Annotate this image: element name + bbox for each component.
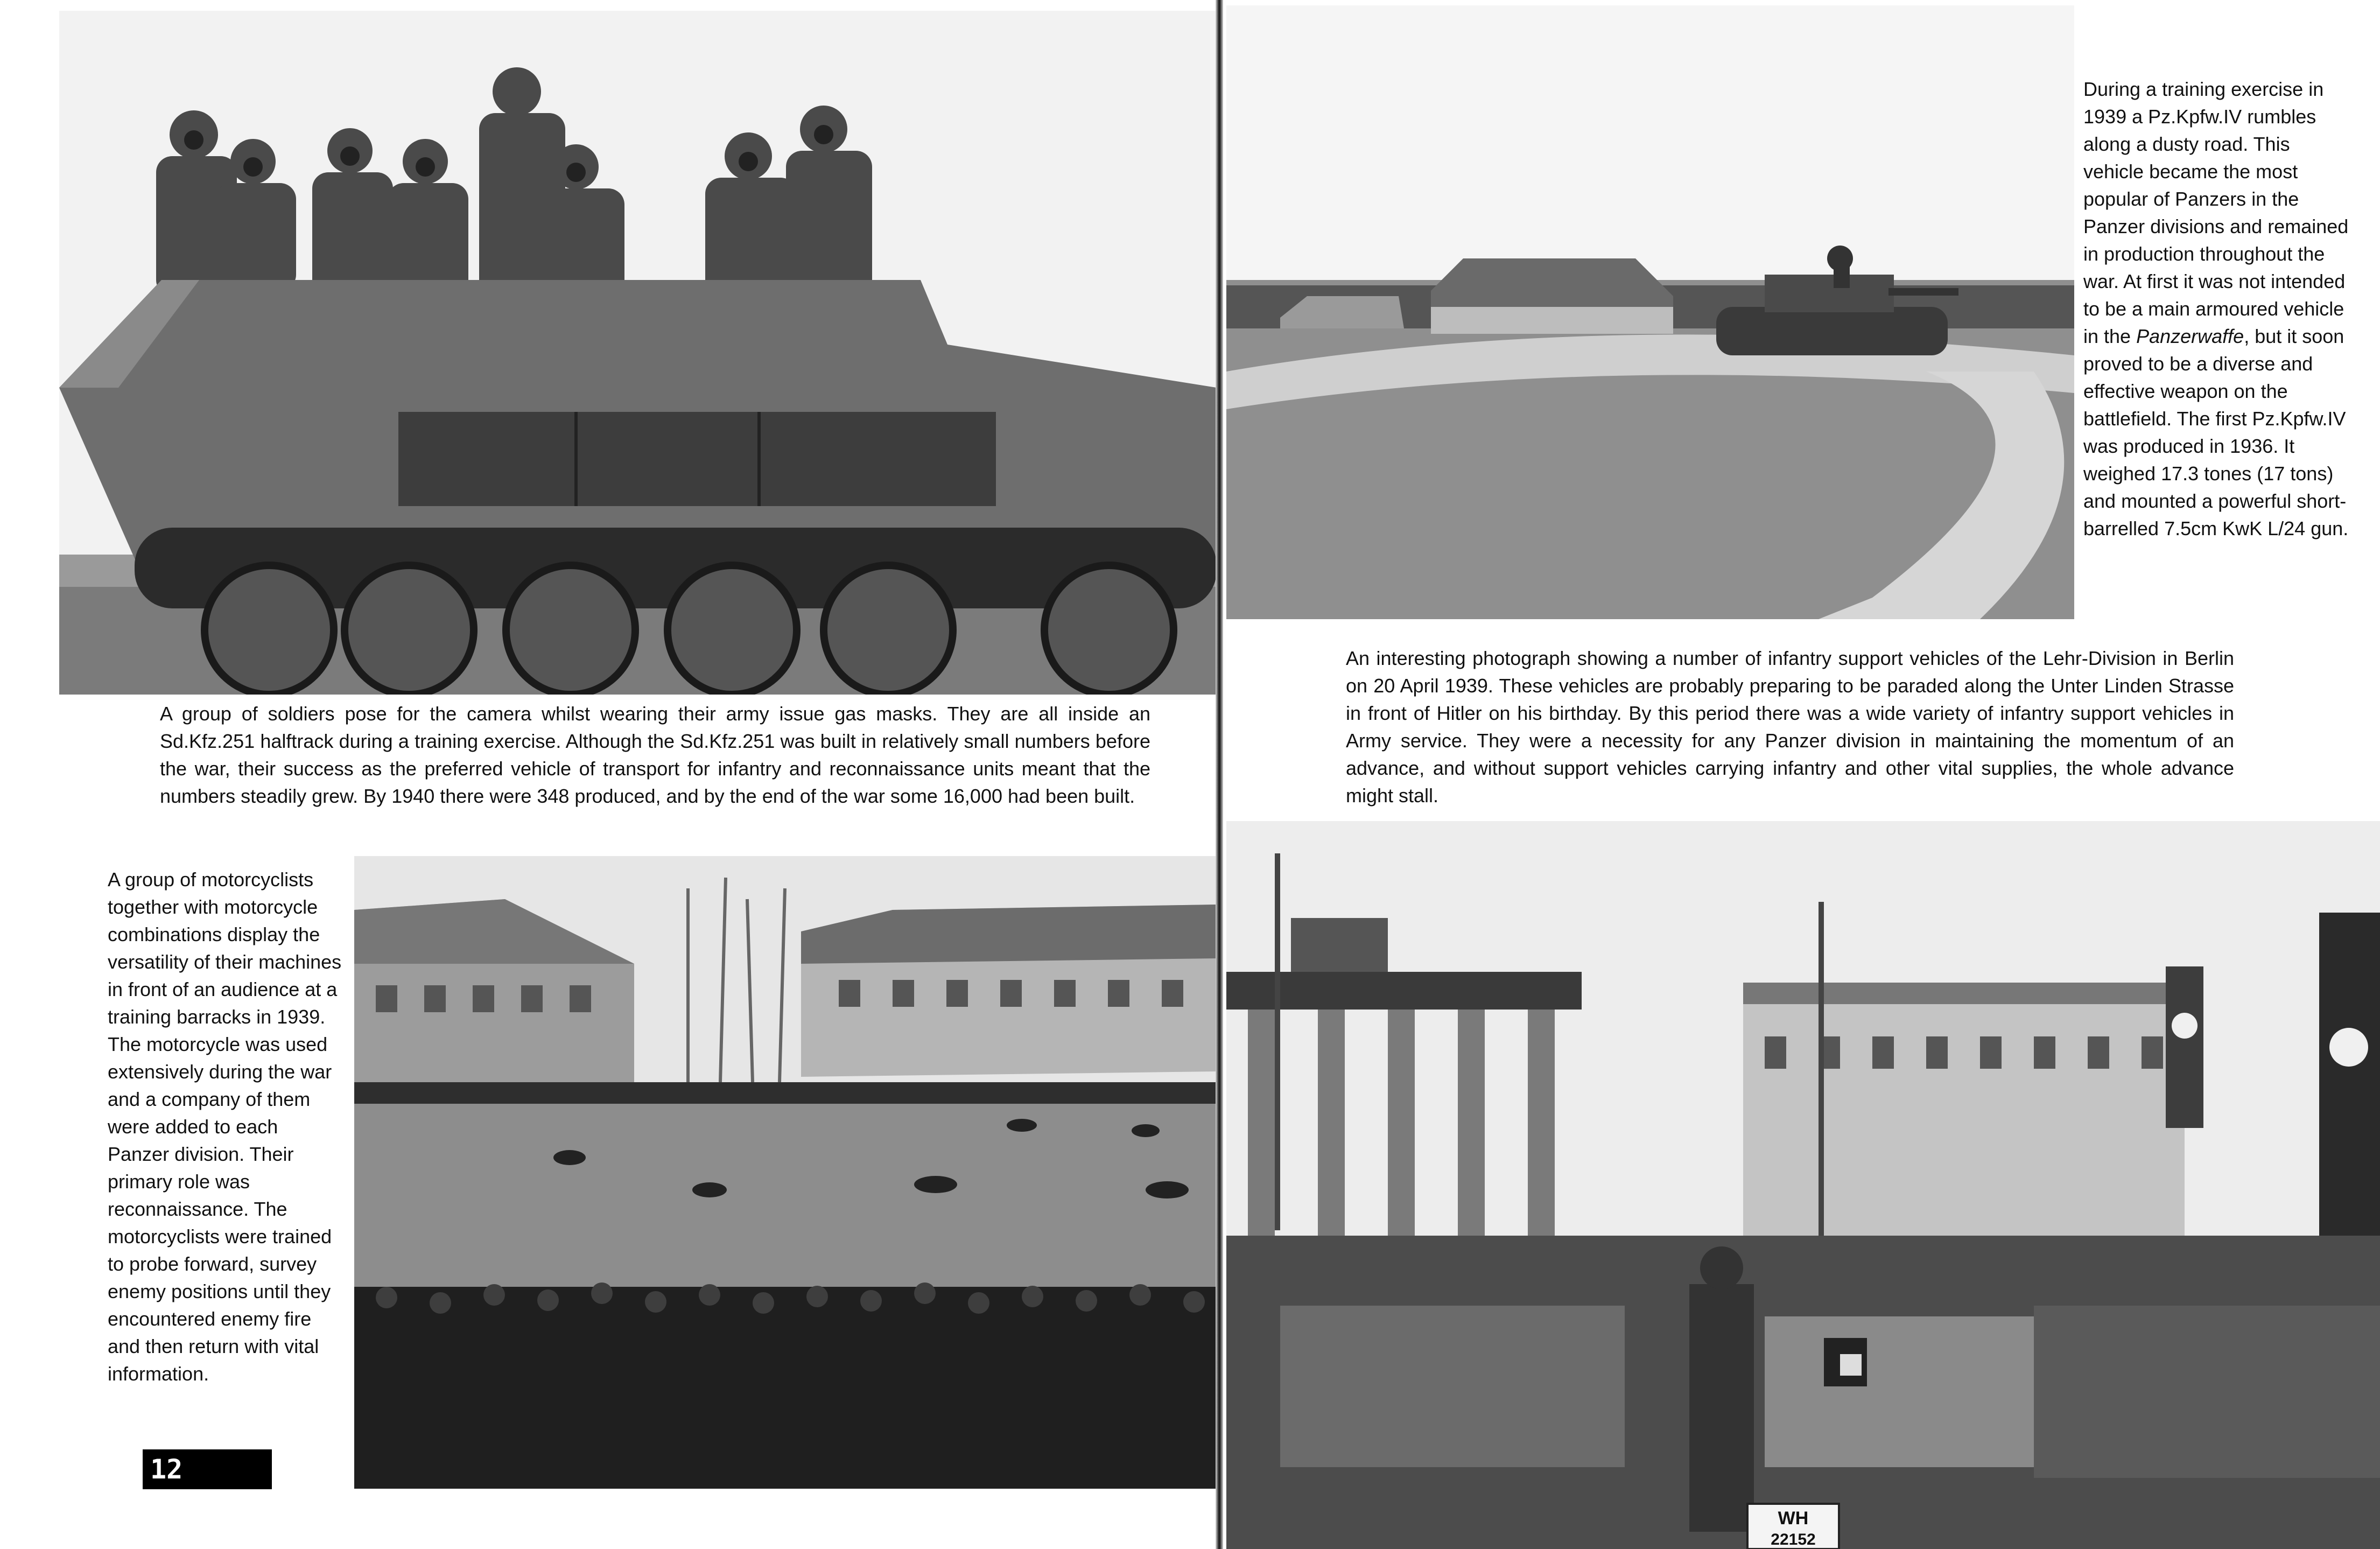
page-number: 12 <box>143 1449 272 1489</box>
license-plate-line2: 22152 <box>1771 1531 1816 1548</box>
lehr-division-caption: An interesting photograph showing a number of infantry support vehicles of the Lehr-Division in Berlin on 20 April 1939. These vehicles are probably preparing to be paraded along the Unter Linden Strasse in front of Hitler on his birthday. By this period there was a wide variety of infantry support vehicles in Army service. They were a necessity for any Panzer division in maintaining the momentum of an advance, and without support vehicles carrying infantry and other vital supplies, the whole advance might stall. <box>1346 647 2234 807</box>
motorcyclists-caption: A group of motorcyclists together with motorcycle combinations display the versatility of their machines in front of an audience at a training barracks in 1939. The motorcycle was used extensively during the war and a company of them were added to each Panzer division. Their primary role was reconnaissance. The motorcyclists were trained to probe forward, survey enemy positions until they encountered enemy fire and then return with vital information. <box>108 868 342 1385</box>
license-plate-line1: WH <box>1778 1508 1809 1529</box>
panzer-iv-caption-part1: During a training exercise in 1939 a Pz.Kpfw.IV rumbles along a dusty road. This vehicle became the most popular of Panzers in the Panzer divisions and remained in production throughout the war. At first it was not intended to be a main armoured vehicle in the <box>2083 78 2349 347</box>
page-gutter <box>1216 0 1223 1549</box>
panzer-iv-caption-part2: , but it soon proved to be a diverse and effective weapon on the battlefield. The first Pz.Kpfw.IV was produced in 1936. It weighed 17.3 tones (17 tons) and mounted a powerful short-barrelled 7.5cm KwK L/24 gun. <box>2083 325 2349 539</box>
panzer-iv-caption-italic: Panzerwaffe <box>2136 325 2244 347</box>
halftrack-photo <box>59 11 1217 695</box>
panzer-iv-photo <box>1226 5 2074 619</box>
halftrack-caption: A group of soldiers pose for the camera whilst wearing their army issue gas masks. They are all inside an Sd.Kfz.251 halftrack during a training exercise. Although the Sd.Kfz.251 was built in relatively small numbers before the war, their success as the preferred vehicle of transport for infantry and reconnaissance units meant that the numbers steadily grew. By 1940 there were 348 produced, and by the end of the war some 16,000 had been built. <box>160 703 1150 807</box>
panzer-iv-caption <box>2083 75 2353 542</box>
motorcyclists-photo <box>354 856 1217 1489</box>
berlin-parade-photo <box>1226 821 2380 1549</box>
